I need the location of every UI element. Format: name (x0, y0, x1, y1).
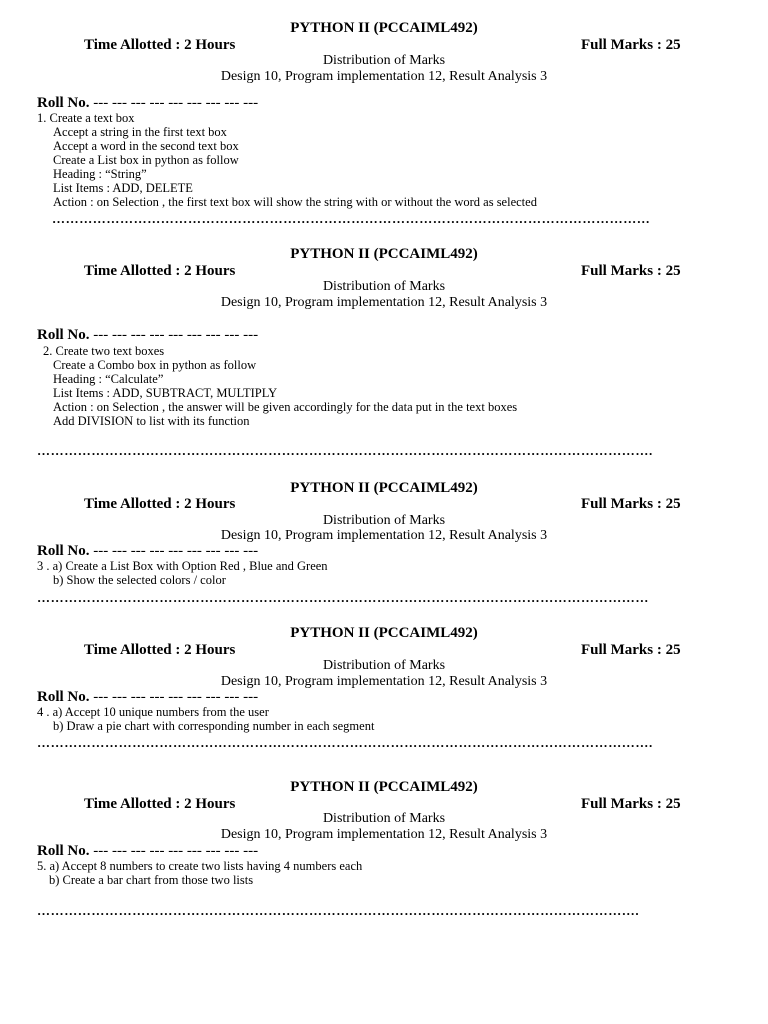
distribution-heading: Distribution of Marks (322, 658, 446, 673)
roll-number-blanks: --- --- --- --- --- --- --- --- --- (93, 543, 259, 559)
question-line: Heading : “Calculate” (53, 372, 164, 386)
roll-number-label: Roll No. (37, 327, 90, 343)
question-line: Accept a word in the second text box (53, 139, 239, 153)
roll-number-line (37, 95, 258, 112)
time-allotted: Time Allotted : 2 Hours (84, 642, 236, 658)
question-line: Create a List box in python as follow (53, 153, 239, 167)
distribution-detail: Design 10, Program implementation 12, Result Analysis 3 (220, 528, 548, 543)
question-line: 2. Create two text boxes (43, 344, 165, 358)
time-allotted: Time Allotted : 2 Hours (84, 496, 236, 512)
roll-number-label: Roll No. (37, 543, 90, 559)
time-allotted: Time Allotted : 2 Hours (84, 263, 236, 279)
time-allotted: Time Allotted : 2 Hours (84, 796, 236, 812)
distribution-detail: Design 10, Program implementation 12, Result Analysis 3 (220, 674, 548, 689)
roll-number-line (37, 843, 258, 860)
paper-title: PYTHON II (PCCAIML492) (290, 480, 478, 496)
roll-number-blanks: --- --- --- --- --- --- --- --- --- (93, 689, 259, 705)
paper-title: PYTHON II (PCCAIML492) (290, 246, 478, 262)
roll-number-line (37, 689, 258, 706)
question-line: Heading : “String” (53, 167, 147, 181)
distribution-heading: Distribution of Marks (322, 811, 446, 826)
full-marks: Full Marks : 25 (581, 642, 681, 658)
question-line: Accept a string in the first text box (53, 125, 227, 139)
question-line: 3 . a) Create a List Box with Option Red , Blue and Green (37, 559, 328, 573)
roll-number-blanks: --- --- --- --- --- --- --- --- --- (93, 327, 259, 343)
roll-number-label: Roll No. (37, 95, 90, 111)
question-line: 4 . a) Accept 10 unique numbers from the user (37, 705, 269, 719)
paper-title: PYTHON II (PCCAIML492) (290, 20, 478, 36)
section-separator: ………………………………………………………………………………………………………………………. (37, 738, 653, 750)
roll-number-line (37, 327, 258, 344)
distribution-detail: Design 10, Program implementation 12, Result Analysis 3 (220, 295, 548, 310)
roll-number-blanks: --- --- --- --- --- --- --- --- --- (93, 95, 259, 111)
full-marks: Full Marks : 25 (581, 796, 681, 812)
roll-number-blanks: --- --- --- --- --- --- --- --- --- (93, 843, 259, 859)
paper-title: PYTHON II (PCCAIML492) (290, 625, 478, 641)
question-line: Add DIVISION to list with its function (53, 414, 250, 428)
time-allotted: Time Allotted : 2 Hours (84, 37, 236, 53)
section-separator: ……………………………………………………………………………………………………………………. (37, 906, 640, 918)
distribution-detail: Design 10, Program implementation 12, Result Analysis 3 (220, 827, 548, 842)
question-line: Action : on Selection , the answer will be given accordingly for the data put in the text boxes (53, 400, 518, 414)
paper-title: PYTHON II (PCCAIML492) (290, 779, 478, 795)
question-line: b) Create a bar chart from those two lists (49, 873, 254, 887)
section-separator: …………………………………………………………………………………………………………………… (52, 214, 651, 226)
question-line: 5. a) Accept 8 numbers to create two lists having 4 numbers each (37, 859, 363, 873)
question-line: List Items : ADD, SUBTRACT, MULTIPLY (53, 386, 278, 400)
distribution-heading: Distribution of Marks (322, 279, 446, 294)
roll-number-line (37, 543, 258, 560)
question-line: 1. Create a text box (37, 111, 135, 125)
section-separator: ………………………………………………………………………………………………………………………. (37, 446, 653, 458)
question-line: List Items : ADD, DELETE (53, 181, 193, 195)
section-separator: ……………………………………………………………………………………………………………………… (37, 593, 649, 605)
roll-number-label: Roll No. (37, 843, 90, 859)
full-marks: Full Marks : 25 (581, 263, 681, 279)
question-line: b) Show the selected colors / color (53, 573, 226, 587)
question-line: Create a Combo box in python as follow (53, 358, 257, 372)
distribution-heading: Distribution of Marks (322, 513, 446, 528)
distribution-heading: Distribution of Marks (322, 53, 446, 68)
full-marks: Full Marks : 25 (581, 496, 681, 512)
question-line: b) Draw a pie chart with corresponding number in each segment (53, 719, 375, 733)
full-marks: Full Marks : 25 (581, 37, 681, 53)
question-line: Action : on Selection , the first text box will show the string with or without the word as selected (53, 195, 537, 209)
roll-number-label: Roll No. (37, 689, 90, 705)
distribution-detail: Design 10, Program implementation 12, Result Analysis 3 (220, 69, 548, 84)
